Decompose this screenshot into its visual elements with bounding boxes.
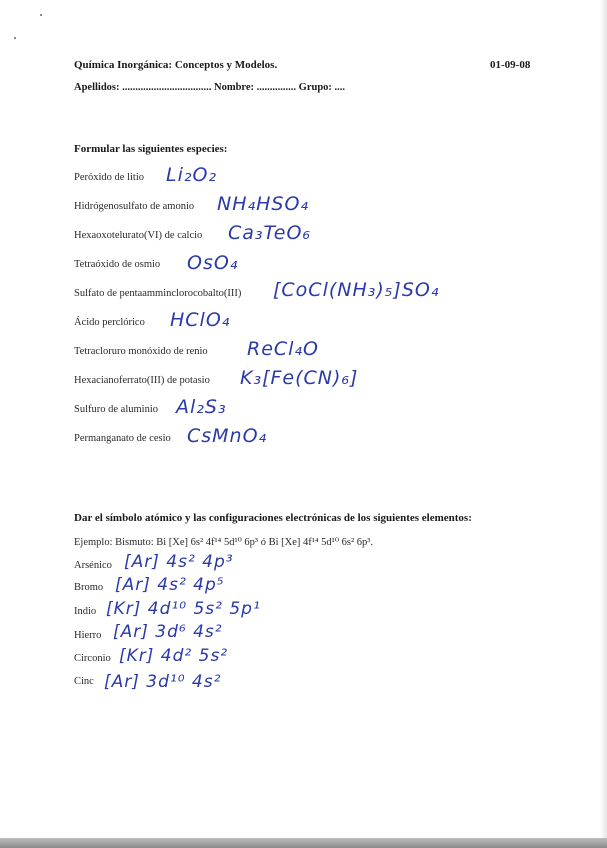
handwritten-answer: [Ar] 3d¹⁰ 4s² (104, 672, 222, 692)
scan-speck (14, 37, 16, 39)
element-label: Indio (74, 606, 97, 617)
handwritten-answer: CsMnO₄ (187, 425, 268, 447)
handwritten-answer: ReCl₄O (247, 338, 320, 360)
scan-edge (600, 0, 607, 838)
element-label: Circonio (74, 653, 111, 664)
item-label: Hidrógenosulfato de amonio (74, 201, 195, 212)
handwritten-answer: [Ar] 4s² 4p⁵ (115, 575, 225, 595)
item-label: Sulfato de pentaamminclorocobalto(III) (74, 288, 242, 299)
handwritten-answer: OsO₄ (187, 252, 239, 274)
section2-title: Dar el símbolo atómico y las configuraciones electrónicas de los siguientes elementos: (74, 512, 472, 524)
handwritten-answer: K₃[Fe(CN)₆] (240, 367, 359, 389)
example-line: Ejemplo: Bismuto: Bi [Xe] 6s² 4f¹⁴ 5d¹⁰ 6p³ ó Bi [Xe] 4f¹⁴ 5d¹⁰ 6s² 6p³. (74, 537, 374, 548)
handwritten-answer: [Kr] 4d¹⁰ 5s² 5p¹ (106, 599, 261, 619)
handwritten-answer: Ca₃TeO₆ (228, 222, 312, 244)
element-label: Cinc (74, 676, 94, 687)
handwritten-answer: [Ar] 3d⁶ 4s² (113, 622, 223, 642)
item-label: Sulfuro de aluminio (74, 404, 158, 415)
item-label: Hexacianoferrato(III) de potasio (74, 375, 210, 386)
item-label: Tetracloruro monóxido de renio (74, 346, 208, 357)
handwritten-answer: Al₂S₃ (176, 396, 227, 418)
element-label: Bromo (74, 582, 104, 593)
handwritten-answer: [Ar] 4s² 4p³ (124, 552, 234, 572)
handwritten-answer: [CoCl(NH₃)₅]SO₄ (273, 279, 440, 301)
item-label: Hexaoxotelurato(VI) de calcio (74, 230, 203, 241)
section1-title: Formular las siguientes especies: (74, 143, 228, 155)
item-label: Tetraóxido de osmio (74, 259, 161, 270)
student-info-line: Apellidos: .................................. Nombre: ............... Grupo: .... (74, 82, 346, 93)
page-title: Química Inorgánica: Conceptos y Modelos. (74, 59, 278, 71)
scan-bottom-edge (0, 838, 607, 848)
date: 01-09-08 (490, 59, 531, 71)
handwritten-answer: [Kr] 4d² 5s² (119, 646, 229, 666)
handwritten-answer: HClO₄ (170, 309, 231, 331)
handwritten-answer: NH₄HSO₄ (217, 193, 310, 215)
item-label: Permanganato de cesio (74, 433, 171, 444)
handwritten-answer: Li₂O₂ (166, 164, 218, 186)
element-label: Hierro (74, 630, 102, 641)
item-label: Ácido perclórico (74, 317, 145, 328)
scan-speck (40, 14, 42, 16)
item-label: Peróxido de litio (74, 172, 144, 183)
element-label: Arsénico (74, 560, 112, 571)
